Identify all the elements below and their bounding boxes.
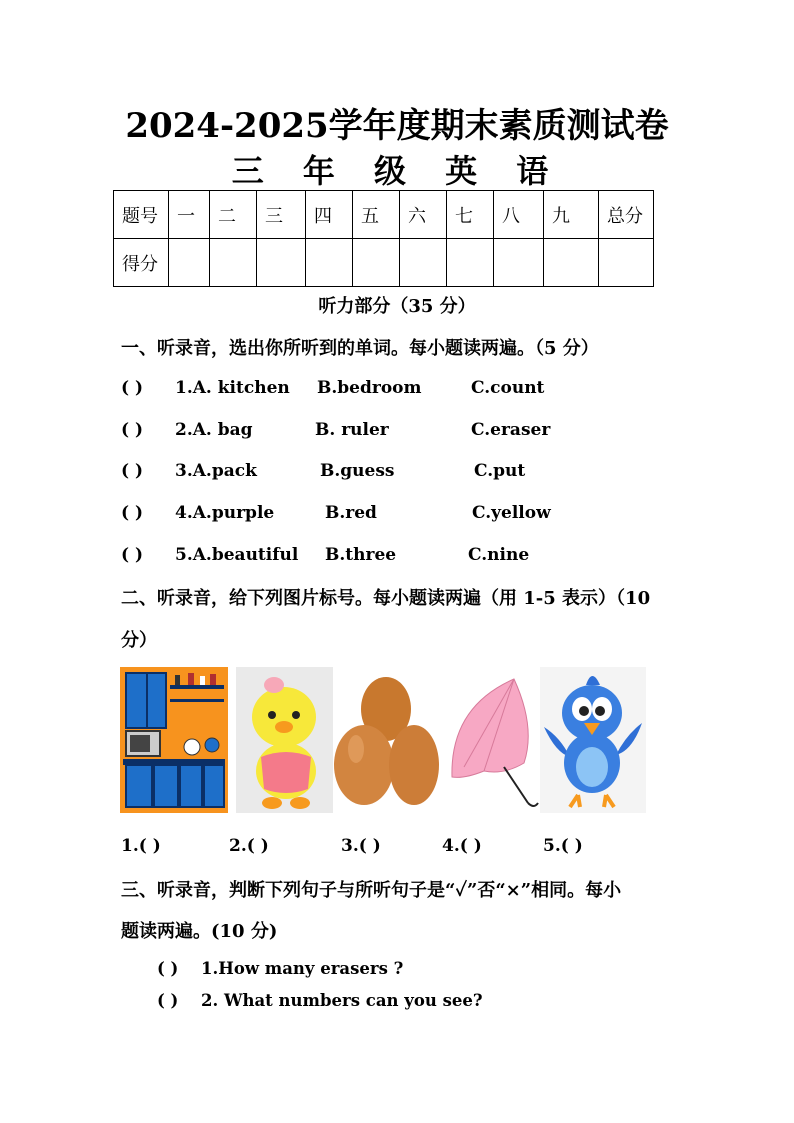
score-cell[interactable]: [599, 239, 654, 287]
s2-answer-3[interactable]: 3.( ): [341, 836, 381, 856]
s1-item1-option-c: C.count: [471, 378, 545, 398]
s1-item1-option-b: B.bedroom: [317, 378, 422, 398]
cell-h9: 九: [544, 191, 599, 239]
s1-item2-option-a: 2.A. bag: [175, 420, 253, 440]
s3-item2-text: 2. What numbers can you see?: [201, 991, 483, 1010]
s1-item3-option-a: 3.A.pack: [175, 461, 257, 481]
kitchen-picture: [120, 667, 228, 813]
cell-h4: 四: [306, 191, 353, 239]
s1-item1-option-a: 1.A. kitchen: [175, 378, 290, 398]
score-cell[interactable]: [257, 239, 306, 287]
cell-label-number: 题号: [114, 191, 169, 239]
score-cell[interactable]: [494, 239, 544, 287]
score-cell[interactable]: [169, 239, 210, 287]
s1-item2-option-c: C.eraser: [471, 420, 551, 440]
s1-item5-option-a: 5.A.beautiful: [175, 545, 299, 565]
score-cell[interactable]: [210, 239, 257, 287]
score-cell[interactable]: [306, 239, 353, 287]
s1-item1-paren[interactable]: ( ): [121, 378, 144, 398]
chick-toy-picture: [236, 667, 333, 813]
score-cell[interactable]: [353, 239, 400, 287]
s1-item5-option-c: C.nine: [468, 545, 530, 565]
cell-h3: 三: [257, 191, 306, 239]
s2-answer-4[interactable]: 4.( ): [442, 836, 482, 856]
cell-h1: 一: [169, 191, 210, 239]
s2-answer-2[interactable]: 2.( ): [229, 836, 269, 856]
section2-heading-line1: 二、听录音，给下列图片标号。每小题读两遍（用 1-5 表示）（10: [121, 588, 651, 609]
s1-item4-paren[interactable]: ( ): [121, 503, 144, 523]
s1-item2-paren[interactable]: ( ): [121, 420, 144, 440]
section2-heading-line2: 分）: [121, 630, 157, 651]
score-cell[interactable]: [400, 239, 447, 287]
s1-item5-option-b: B.three: [325, 545, 397, 565]
eggs-picture: [334, 667, 442, 813]
section1-heading: 一、听录音，选出你所听到的单词。每小题读两遍。（5 分）: [121, 338, 599, 359]
s1-item3-option-b: B.guess: [320, 461, 395, 481]
score-table-header-row: [114, 191, 654, 239]
section3-heading-line2: 题读两遍。(10 分): [121, 921, 278, 942]
cell-h8: 八: [494, 191, 544, 239]
exam-title: 2024-2025学年度期末素质测试卷: [125, 106, 669, 146]
s1-item3-paren[interactable]: ( ): [121, 461, 144, 481]
s1-item4-option-a: 4.A.purple: [175, 503, 275, 523]
s1-item2-option-b: B. ruler: [315, 420, 389, 440]
cell-h5: 五: [353, 191, 400, 239]
cell-label-score: 得分: [114, 239, 169, 287]
s1-item5-paren[interactable]: ( ): [121, 545, 144, 565]
s3-item2-paren[interactable]: ( ): [157, 991, 179, 1010]
s2-answer-1[interactable]: 1.( ): [121, 836, 161, 856]
s1-item4-option-c: C.yellow: [472, 503, 551, 523]
umbrella-picture: [444, 667, 542, 813]
blue-bird-picture: [540, 667, 646, 813]
score-table-score-row: [114, 239, 654, 287]
s1-item3-option-c: C.put: [474, 461, 526, 481]
score-table: [113, 190, 654, 287]
score-cell[interactable]: [544, 239, 599, 287]
s1-item4-option-b: B.red: [325, 503, 377, 523]
listening-header: 听力部分（35 分）: [318, 296, 476, 317]
s3-item1-paren[interactable]: ( ): [157, 959, 179, 978]
section3-heading-line1: 三、听录音，判断下列句子与所听句子是“✓”否“×”相同。每小: [121, 880, 622, 901]
cell-h7: 七: [447, 191, 494, 239]
score-cell[interactable]: [447, 239, 494, 287]
s3-item1-text: 1.How many erasers ?: [201, 959, 404, 978]
exam-subtitle: 三 年 级 英 语: [231, 152, 563, 190]
cell-h6: 六: [400, 191, 447, 239]
s2-answer-5[interactable]: 5.( ): [543, 836, 583, 856]
cell-total: 总分: [599, 191, 654, 239]
cell-h2: 二: [210, 191, 257, 239]
